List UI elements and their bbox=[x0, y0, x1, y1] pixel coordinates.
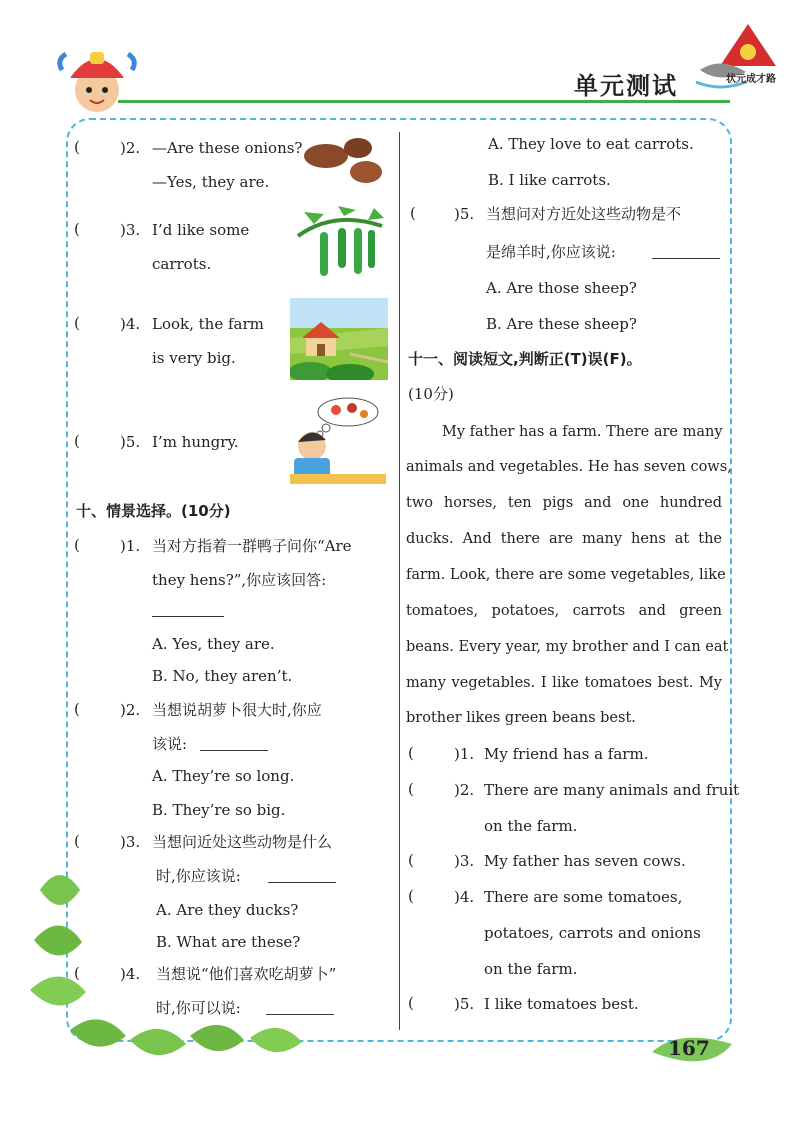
answer-paren[interactable]: ( bbox=[74, 536, 80, 554]
question-number: )5. bbox=[454, 205, 475, 223]
passage-line: My father has a farm. There are many bbox=[442, 424, 723, 440]
leaves-decoration-icon bbox=[30, 830, 310, 1070]
answer-blank[interactable] bbox=[652, 242, 720, 259]
passage-line: ducks. And there are many hens at the bbox=[406, 531, 722, 547]
question-number: )2. bbox=[120, 701, 141, 719]
question-number: )4. bbox=[120, 315, 141, 333]
section-score: (10分) bbox=[408, 385, 454, 403]
page-number-badge bbox=[648, 1030, 738, 1070]
question-text: 时,你可以说: bbox=[156, 999, 241, 1017]
option-b: B. What are these? bbox=[156, 933, 301, 951]
option-b: B. Are these sheep? bbox=[486, 315, 637, 333]
answer-paren[interactable]: ( bbox=[74, 220, 80, 238]
answer-paren[interactable]: ( bbox=[408, 851, 414, 869]
question-text: There are many animals and fruit bbox=[484, 781, 740, 799]
question-text: potatoes, carrots and onions bbox=[484, 924, 701, 942]
question-number: )2. bbox=[120, 139, 141, 157]
section-heading: 十、情景选择。(10分) bbox=[76, 502, 231, 520]
option-a: A. They love to eat carrots. bbox=[488, 135, 694, 153]
question-text: My father has seven cows. bbox=[484, 852, 686, 870]
answer-paren[interactable]: ( bbox=[74, 832, 80, 850]
question-number: )3. bbox=[454, 852, 475, 870]
mascot-icon bbox=[52, 40, 142, 120]
question-text: on the farm. bbox=[484, 817, 578, 835]
answer-paren[interactable]: ( bbox=[408, 744, 414, 762]
question-number: )4. bbox=[454, 888, 475, 906]
answer-paren[interactable]: ( bbox=[408, 994, 414, 1012]
farm-image bbox=[290, 298, 388, 380]
answer-paren[interactable]: ( bbox=[74, 314, 80, 332]
question-text: 当想问近处这些动物是什么 bbox=[152, 833, 333, 851]
answer-paren[interactable]: ( bbox=[408, 887, 414, 905]
answer-paren[interactable]: ( bbox=[74, 700, 80, 718]
passage-line: brother likes green beans best. bbox=[406, 710, 636, 726]
question-text: 当想说胡萝卜很大时,你应 bbox=[152, 701, 322, 719]
passage-line: tomatoes, potatoes, carrots and green bbox=[406, 603, 722, 619]
question-text: is very big. bbox=[152, 349, 236, 367]
option-b: B. They’re so big. bbox=[152, 801, 286, 819]
fish-logo-icon bbox=[690, 20, 790, 100]
question-text: My friend has a farm. bbox=[484, 745, 649, 763]
question-text: Look, the farm bbox=[152, 315, 264, 333]
question-text: 是绵羊时,你应该说: bbox=[486, 243, 616, 261]
question-text: on the farm. bbox=[484, 960, 578, 978]
question-text: I’d like some bbox=[152, 221, 250, 239]
option-a: A. Yes, they are. bbox=[152, 635, 275, 653]
option-a: A. They’re so long. bbox=[152, 767, 295, 785]
question-text: 当对方指着一群鸭子问你“Are bbox=[152, 537, 352, 555]
question-text: I like tomatoes best. bbox=[484, 995, 639, 1013]
passage-line: beans. Every year, my brother and I can eat bbox=[406, 639, 729, 655]
question-number: )1. bbox=[120, 537, 141, 555]
section-heading: 十一、阅读短文,判断正(T)误(F)。 bbox=[408, 350, 642, 368]
answer-paren[interactable]: ( bbox=[410, 204, 416, 222]
question-text: I’m hungry. bbox=[152, 433, 239, 451]
onions-image bbox=[300, 134, 384, 186]
answer-paren[interactable]: ( bbox=[74, 138, 80, 156]
green-beans-image bbox=[294, 206, 388, 284]
question-number: )3. bbox=[120, 221, 141, 239]
option-b: B. No, they aren’t. bbox=[152, 667, 293, 685]
logo-text: 状元成才路 bbox=[726, 74, 776, 85]
passage-line: many vegetables. I like tomatoes best. My bbox=[406, 675, 722, 691]
option-b: B. I like carrots. bbox=[488, 171, 611, 189]
question-number: )2. bbox=[454, 781, 475, 799]
question-number: )5. bbox=[120, 433, 141, 451]
hungry-boy-image bbox=[290, 394, 386, 486]
question-text: 当想说“他们喜欢吃胡萝卜” bbox=[156, 965, 337, 983]
question-text: —Are these onions? bbox=[152, 139, 303, 157]
option-a: A. Are they ducks? bbox=[156, 901, 299, 919]
passage-line: animals and vegetables. He has seven cows, bbox=[406, 459, 732, 475]
question-number: )5. bbox=[454, 995, 475, 1013]
answer-paren[interactable]: ( bbox=[74, 964, 80, 982]
question-number: )4. bbox=[120, 965, 141, 983]
answer-blank[interactable] bbox=[152, 600, 224, 617]
passage-line: two horses, ten pigs and one hundred bbox=[406, 495, 722, 511]
option-a: A. Are those sheep? bbox=[486, 279, 637, 297]
question-number: )3. bbox=[120, 833, 141, 851]
question-text: carrots. bbox=[152, 255, 212, 273]
answer-paren[interactable]: ( bbox=[408, 780, 414, 798]
column-divider bbox=[399, 132, 400, 1030]
question-number: )1. bbox=[454, 745, 475, 763]
page-number: 167 bbox=[668, 1036, 710, 1060]
question-text: 该说: bbox=[152, 735, 188, 753]
question-text: There are some tomatoes, bbox=[484, 888, 683, 906]
passage-line: farm. Look, there are some vegetables, like bbox=[406, 567, 726, 583]
question-text: 当想问对方近处这些动物是不 bbox=[486, 205, 682, 223]
question-text: they hens?”,你应该回答: bbox=[152, 571, 327, 589]
question-text: 时,你应该说: bbox=[156, 867, 241, 885]
question-text: —Yes, they are. bbox=[152, 173, 270, 191]
page-title: 单元测试 bbox=[574, 72, 678, 100]
answer-paren[interactable]: ( bbox=[74, 432, 80, 450]
answer-blank[interactable] bbox=[200, 734, 268, 751]
